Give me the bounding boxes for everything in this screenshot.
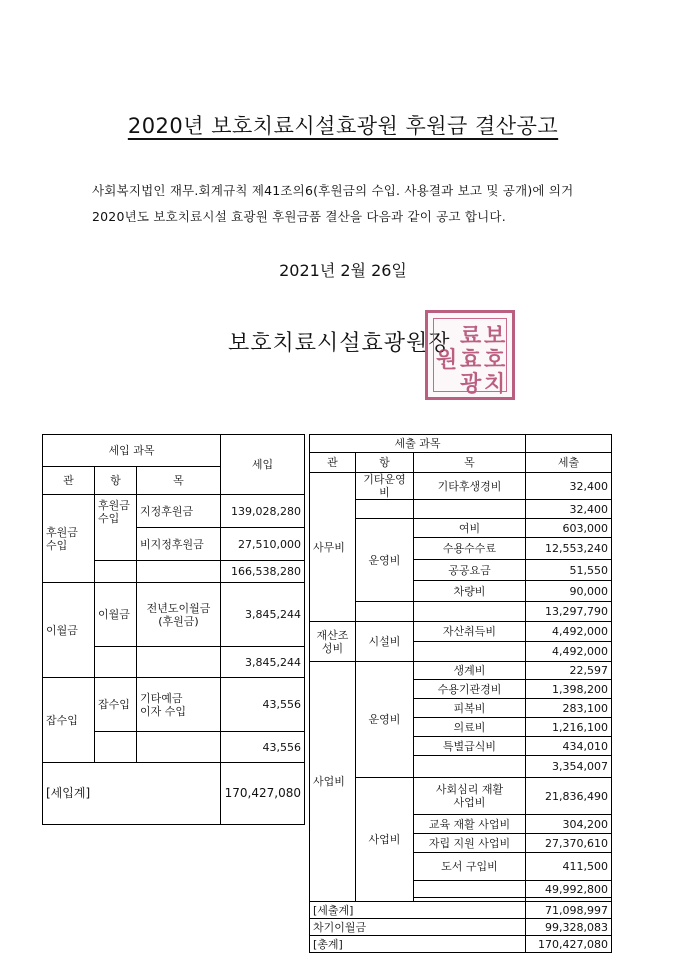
income-col-hang: 항 [95,467,137,495]
income-empty-cell [95,647,137,678]
expense-amount: 51,550 [526,560,612,581]
seal-char: 원 [436,347,458,373]
expense-mok: 생계비 [414,662,526,680]
expense-mok: 자립 지원 사업비 [414,834,526,853]
income-header: 세입 과목 [43,435,221,467]
seal-char: 호 [484,347,506,373]
carryover-label: 차기이월금 [310,919,526,936]
income-empty-cell [95,732,137,763]
expense-hang: 운영비 [356,519,414,602]
expense-subtotal: 32,400 [526,500,612,519]
expense-hang: 시설비 [356,622,414,662]
expense-amount: 12,553,240 [526,538,612,560]
income-empty-cell [137,732,221,763]
income-gwan-carryover: 이월금 [43,583,95,678]
income-mok: 비지정후원금 [137,528,221,561]
expense-subtotal: 49,992,800 [526,881,612,898]
expense-empty-cell [356,602,414,622]
expense-amount: 27,370,610 [526,834,612,853]
expense-mok: 수용수수료 [414,538,526,560]
income-table [42,434,305,825]
organization-name: 보호치료시설효광원장 [228,331,451,356]
expense-amount: 304,200 [526,815,612,834]
expense-amount: 32,400 [526,473,612,500]
expense-header: 세출 과목 [310,435,526,453]
income-gwan-donation: 후원금 수입 [43,495,95,583]
expense-mok: 자산취득비 [414,622,526,642]
income-mok: 기타예금 이자 수입 [137,678,221,732]
income-col-mok: 목 [137,467,221,495]
seal-char: 효 [460,347,482,373]
income-total-amount: 170,427,080 [221,763,305,825]
expense-gwan-program: 사업비 [310,662,356,902]
seal-char: 료 [460,323,482,349]
official-seal-stamp [425,310,515,400]
expense-amount: 21,836,490 [526,778,612,815]
expense-mok: 공공요금 [414,560,526,581]
income-hang-donation: 후원금 수입 [95,495,137,561]
expense-amount: 603,000 [526,519,612,538]
income-col-gwan: 관 [43,467,95,495]
carryover-amount: 99,328,083 [526,919,612,936]
expense-empty-cell [414,642,526,662]
income-amount-header: 세입 [221,435,305,495]
expense-hang: 운영비 [356,662,414,778]
expense-mok: 차량비 [414,581,526,602]
expense-mok: 여비 [414,519,526,538]
expense-amount: 90,000 [526,581,612,602]
income-hang-carryover: 이월금 [95,583,137,647]
income-gwan-misc: 잡수입 [43,678,95,763]
seal-char: 치 [484,371,506,397]
income-amount: 27,510,000 [221,528,305,561]
seal-char: 광 [460,371,482,397]
income-total-label: [세입계] [43,763,221,825]
expense-mok: 특별급식비 [414,737,526,756]
income-empty-cell [95,561,137,583]
expense-hang: 사업비 [356,778,414,902]
expense-subtotal: 3,354,007 [526,756,612,778]
seal-char: 보 [484,323,506,349]
expense-subtotal: 13,297,790 [526,602,612,622]
expense-mok: 기타후생경비 [414,473,526,500]
expense-col-mok: 목 [414,453,526,473]
expense-subtotal-amount: 71,098,997 [526,902,612,919]
expense-amount: 283,100 [526,699,612,718]
expense-empty-cell [414,602,526,622]
expense-mok: 의료비 [414,718,526,737]
expense-amount: 411,500 [526,853,612,881]
grand-total-amount: 170,427,080 [526,936,612,953]
expense-mok: 도서 구입비 [414,853,526,881]
expense-gwan-asset: 재산조 성비 [310,622,356,662]
expense-empty-cell [414,500,526,519]
expense-gwan-office: 사무비 [310,473,356,622]
income-empty-cell [137,561,221,583]
grand-total-label: [총계] [310,936,526,953]
income-subtotal: 43,556 [221,732,305,763]
income-empty-cell [137,647,221,678]
expense-mok: 사회심리 재활 사업비 [414,778,526,815]
expense-amount: 1,398,200 [526,680,612,699]
income-mok: 지정후원금 [137,495,221,528]
expense-hang: 기타운영비 [356,473,414,500]
expense-col-gwan: 관 [310,453,356,473]
expense-subtotal-label: [세출계] [310,902,526,919]
intro-line-1: 사회복지법인 재무.회계규칙 제41조의6(후원금의 수입. 사용결과 보고 및 공개)에 의거 [92,183,574,198]
expense-empty-cell [414,756,526,778]
expense-mok: 교육 재활 사업비 [414,815,526,834]
income-amount: 139,028,280 [221,495,305,528]
expense-mok: 수용기관경비 [414,680,526,699]
income-subtotal: 3,845,244 [221,647,305,678]
income-hang-misc: 잡수입 [95,678,137,732]
income-amount: 43,556 [221,678,305,732]
income-amount: 3,845,244 [221,583,305,647]
income-mok: 전년도이월금 (후원금) [137,583,221,647]
expense-mok: 피복비 [414,699,526,718]
expense-amount: 22,597 [526,662,612,680]
expense-amount: 4,492,000 [526,622,612,642]
announcement-date: 2021년 2월 26일 [279,261,407,280]
expense-amount: 1,216,100 [526,718,612,737]
expense-empty-cell [414,881,526,898]
expense-empty-cell [356,500,414,519]
expense-empty-cell [526,435,612,453]
page-title: 2020년 보호치료시설효광원 후원금 결산공고 [127,114,559,138]
income-subtotal: 166,538,280 [221,561,305,583]
expense-col-hang: 항 [356,453,414,473]
intro-line-2: 2020년도 보호치료시설 효광원 후원금품 결산을 다음과 같이 공고 합니다. [92,209,506,224]
expense-amount-header: 세출 [526,453,612,473]
expense-subtotal: 4,492,000 [526,642,612,662]
expense-amount: 434,010 [526,737,612,756]
expense-table [309,434,612,953]
